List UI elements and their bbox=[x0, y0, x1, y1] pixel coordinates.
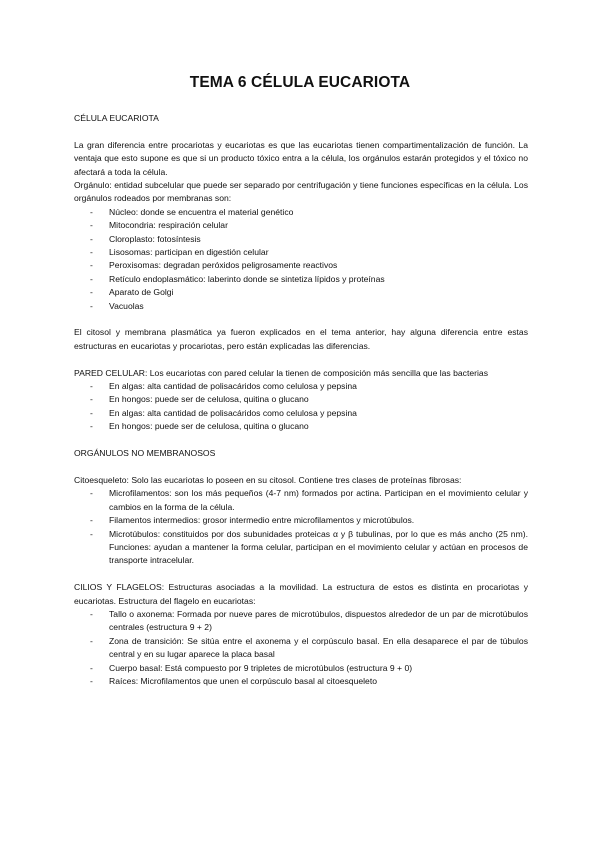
list-item: - Microfilamentos: son los más pequeños (4-7 nm) formados por actina. Participan en el movimiento celular y cambios en la forma de la célula. bbox=[74, 487, 528, 514]
document-body bbox=[74, 112, 528, 688]
list-item: - Filamentos intermedios: grosor intermedio entre microfilamentos y microtúbulos. bbox=[74, 514, 528, 527]
list-item: - Lisosomas: participan en digestión celular bbox=[74, 246, 528, 259]
paragraph-citosol: El citosol y membrana plasmática ya fueron explicados en el tema anterior, hay alguna diferencia entre estas estructuras en eucariotas y procariotas, pero están explicadas las diferencias. bbox=[74, 327, 528, 351]
flagelo-structure-list bbox=[74, 608, 528, 688]
paragraph-cilios-flagelos: CILIOS Y FLAGELOS: Estructuras asociadas a la movilidad. La estructura de estos es distinta en procariotas y eucariotas. Estructura del flagelo en eucariotas: bbox=[74, 582, 528, 606]
list-item: - En hongos: puede ser de celulosa, quitina o glucano bbox=[74, 420, 528, 433]
paragraph-intro: La gran diferencia entre procariotas y eucariotas es que las eucariotas tienen compartimentalización de función. La ventaja que esto supone es que si un producto tóxico entra a la célula, los orgánulos estarán protegidos y el tóxico no afectará a toda la célula. bbox=[74, 139, 528, 177]
list-item: - En algas: alta cantidad de polisacáridos como celulosa y pepsina bbox=[74, 407, 528, 420]
list-item: - Microtúbulos: constituidos por dos subunidades proteicas α y β tubulinas, por lo que es más ancho (25 nm). Funciones: ayudan a mantener la forma celular, participan en el movimiento celular y actúan en procesos de transporte intracelular. bbox=[74, 528, 528, 568]
section-heading-organulos-no-membranosos: ORGÁNULOS NO MEMBRANOSOS bbox=[74, 448, 216, 459]
pared-celular-list bbox=[74, 380, 528, 434]
list-item: - En hongos: puede ser de celulosa, quitina o glucano bbox=[74, 393, 528, 406]
document-title: TEMA 6 CÉLULA EUCARIOTA bbox=[189, 74, 411, 91]
section-heading-celula-eucariota: CÉLULA EUCARIOTA bbox=[74, 113, 159, 123]
list-item: - Aparato de Golgi bbox=[74, 286, 528, 299]
list-item: - Cuerpo basal: Está compuesto por 9 tripletes de microtúbulos (estructura 9 + 0) bbox=[74, 662, 528, 675]
list-item: - Tallo o axonema: Formada por nueve pares de microtúbulos, dispuestos alrededor de un par de microtúbulos centrales (estructura 9 + 2) bbox=[74, 608, 528, 635]
list-item: - Cloroplasto: fotosíntesis bbox=[74, 233, 528, 246]
list-item: - Vacuolas bbox=[74, 300, 528, 313]
paragraph-citoesqueleto: Citoesqueleto: Solo las eucariotas lo poseen en su citosol. Contiene tres clases de proteínas fibrosas: bbox=[74, 474, 462, 485]
list-item: - Zona de transición: Se sitúa entre el axonema y el corpúsculo basal. En ella desaparece el par de túbulos central y en su lugar aparece la placa basal bbox=[74, 635, 528, 662]
membrane-organelles-list bbox=[74, 206, 528, 313]
citoesqueleto-list bbox=[74, 487, 528, 567]
list-item: - Raíces: Microfilamentos que unen el corpúsculo basal al citoesqueleto bbox=[74, 675, 528, 688]
paragraph-organulo-definition: Orgánulo: entidad subcelular que puede ser separado por centrifugación y tiene funciones específicas en la célula. Los orgánulos rodeados por membranas son: bbox=[74, 180, 528, 204]
list-item: - Núcleo: donde se encuentra el material genético bbox=[74, 206, 528, 219]
list-item: - Retículo endoplasmático: laberinto donde se sintetiza lípidos y proteínas bbox=[74, 273, 528, 286]
paragraph-pared-celular: PARED CELULAR: Los eucariotas con pared celular la tienen de composición más sencilla que las bacterias bbox=[74, 367, 488, 378]
list-item: - Mitocondria: respiración celular bbox=[74, 219, 528, 232]
list-item: - Peroxisomas: degradan peróxidos peligrosamente reactivos bbox=[74, 259, 528, 272]
list-item: - En algas: alta cantidad de polisacáridos como celulosa y pepsina bbox=[74, 380, 528, 393]
